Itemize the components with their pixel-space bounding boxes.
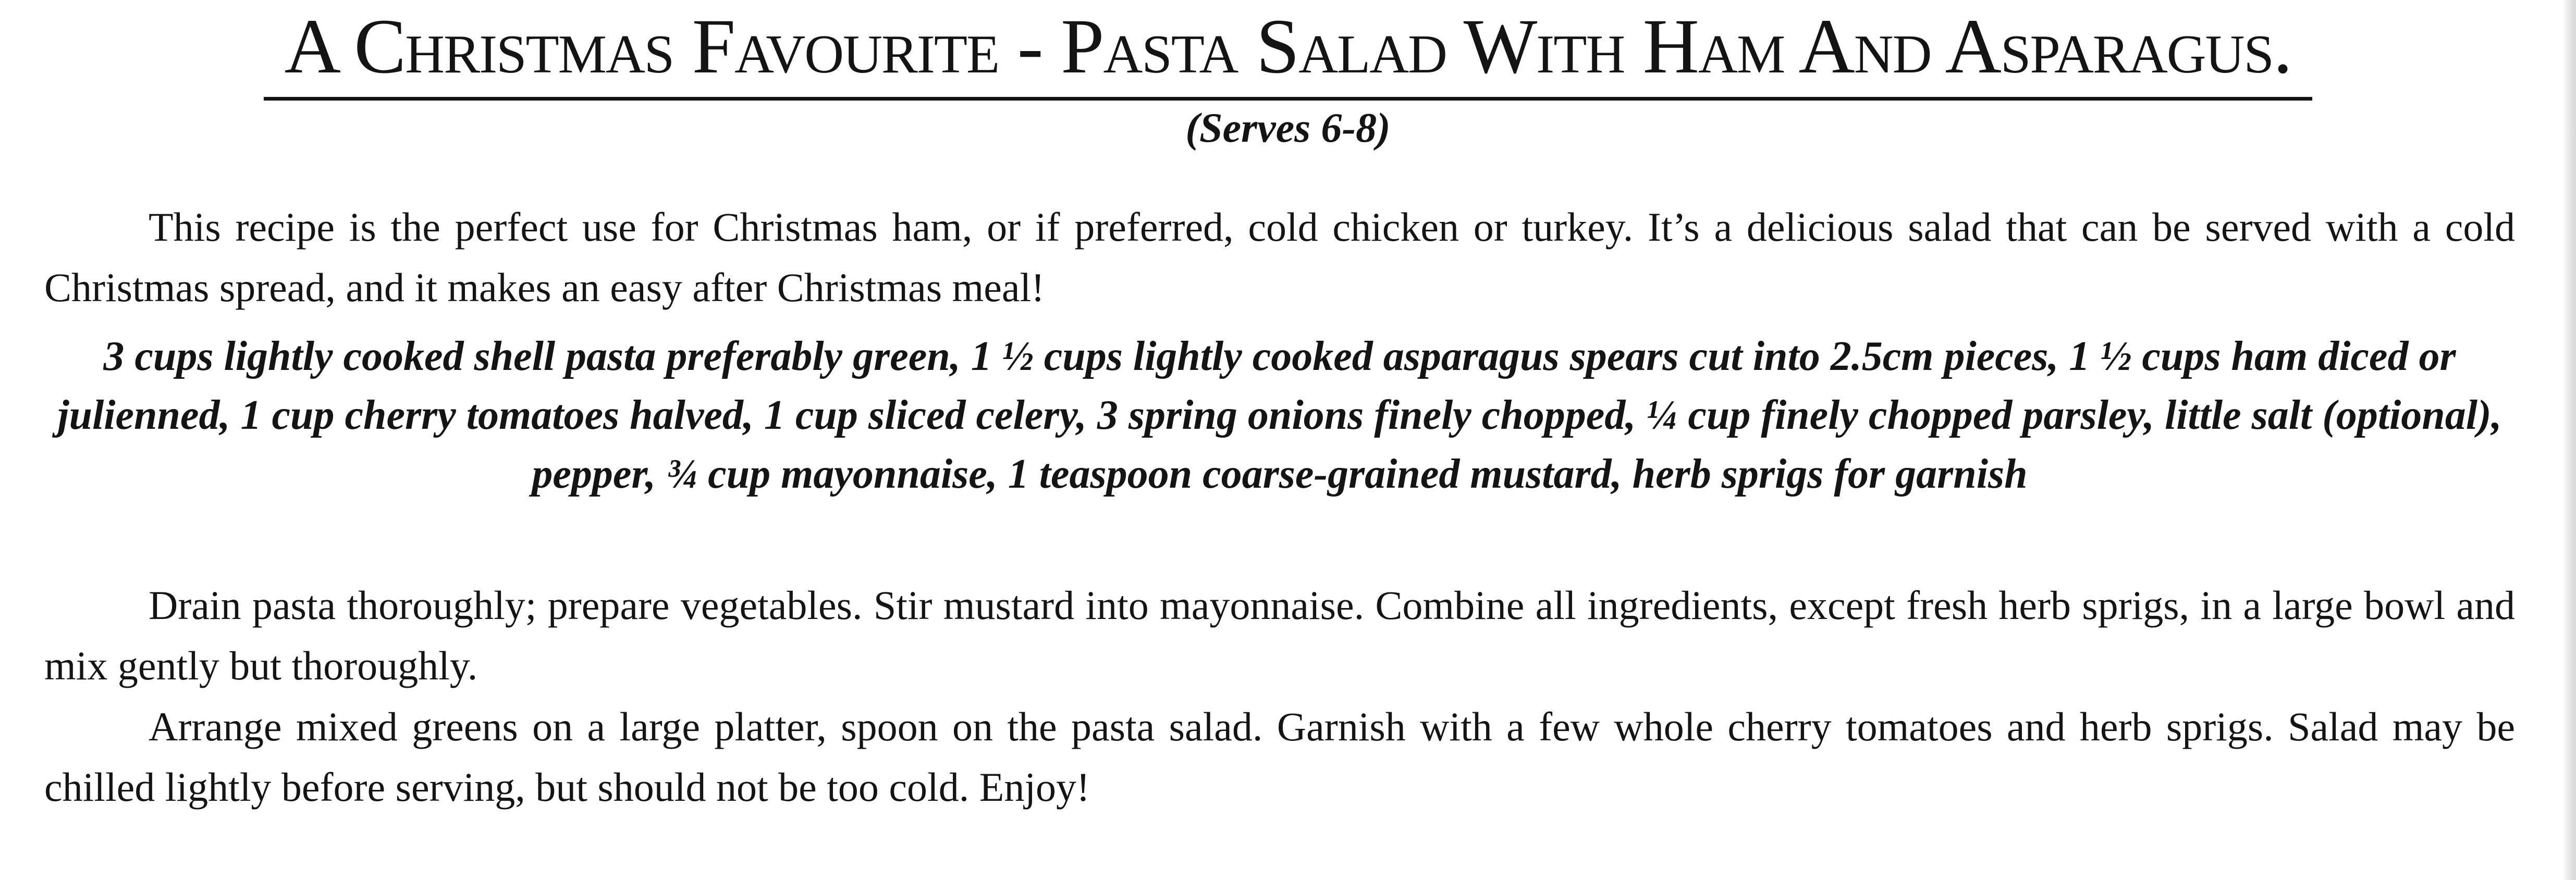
title-block (0, 2, 2576, 101)
method-paragraph (44, 575, 2515, 696)
serves-note: (Serves 6-8) (1185, 105, 1391, 151)
recipe-title: A Christmas Favourite - Pasta Salad With Ham And Asparagus. (264, 2, 2313, 101)
serving-text: Arrange mixed greens on a large platter, spoon on the pasta salad. Garnish with a few whole cherry tomatoes and herb sprigs. Salad may be chilled lightly before serving, but should not be too cold. Enjoy! (44, 704, 2515, 810)
ingredients-list: 3 cups lightly cooked shell pasta preferably green, 1 ½ cups lightly cooked asparagus spears cut into 2.5cm pieces, 1 ½ cups ham diced or julienned, 1 cup cherry tomatoes halved, 1 cup sliced celery, 3 spring onions finely chopped, ¼ cup finely chopped parsley, little salt (optional), pepper, ¾ cup mayonnaise, 1 teaspoon coarse-grained mustard, herb sprigs for garnish (57, 333, 2502, 497)
intro-paragraph (44, 197, 2515, 318)
serving-paragraph (44, 697, 2515, 817)
intro-text: This recipe is the perfect use for Christmas ham, or if preferred, cold chicken or turkey. It’s a delicious salad that can be served with a cold Christmas spread, and it makes an easy after Christmas meal! (44, 204, 2515, 310)
method-text: Drain pasta thoroughly; prepare vegetables. Stir mustard into mayonnaise. Combine all ingredients, except fresh herb sprigs, in a large bowl and mix gently but thoroughly. (44, 582, 2515, 688)
